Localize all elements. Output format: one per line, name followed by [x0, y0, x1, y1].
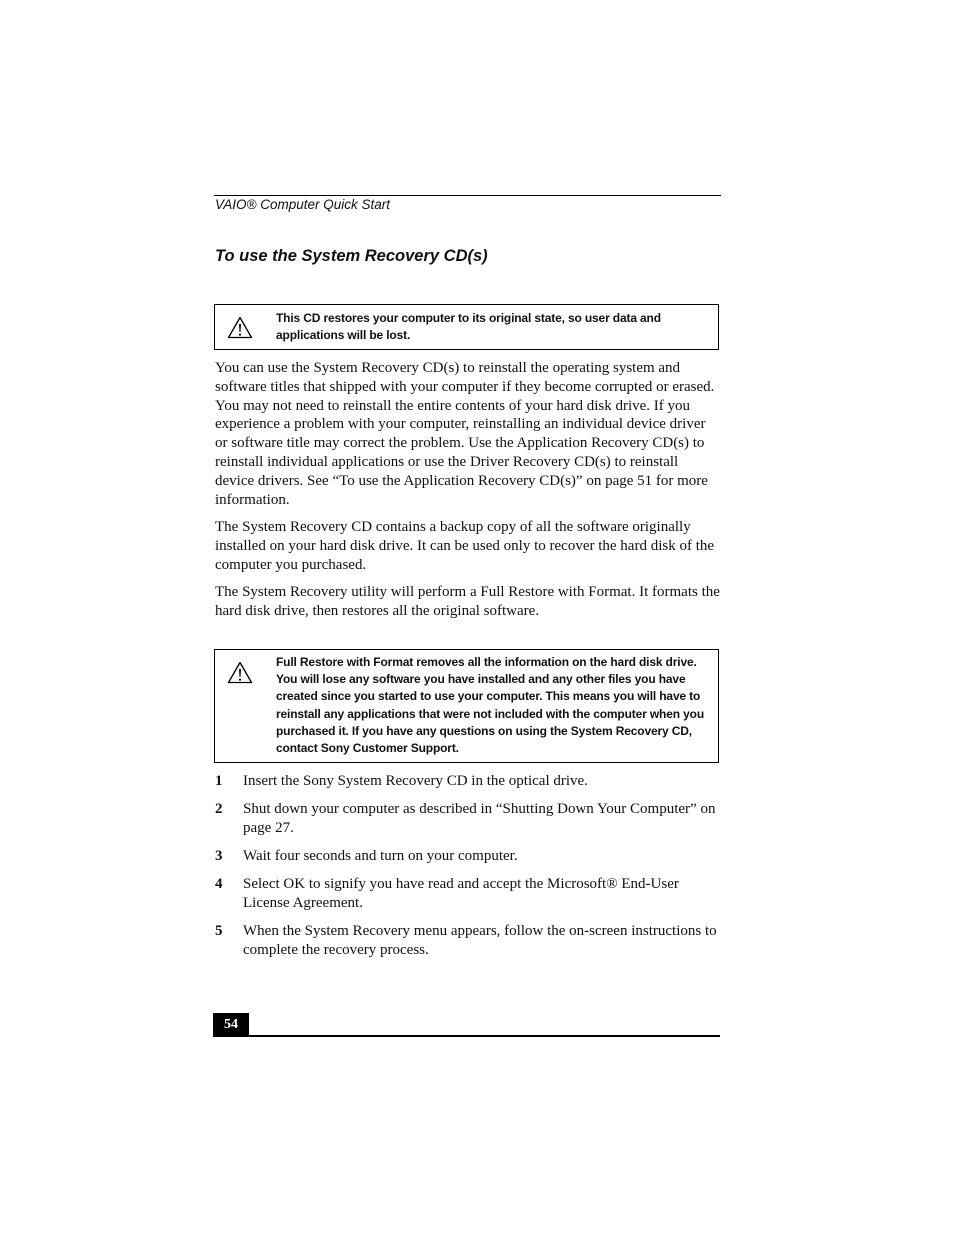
step-number: 4 — [215, 876, 223, 893]
step-number: 2 — [215, 801, 223, 818]
step-text: Shut down your computer as described in “Shutting Down Your Computer” on page 27. — [243, 801, 716, 836]
warning-text-2: Full Restore with Format removes all the information on the hard disk drive. You will lose any software you have installed and any other files you have created since you started to use your computer. This means you will have to reinstall any applications that were not included with the computer when you purchased it. If you have any questions on using the System Recovery CD, contact Sony Customer Support. — [276, 655, 704, 756]
step-item — [215, 772, 720, 791]
section-title: To use the System Recovery CD(s) — [215, 247, 488, 265]
body-paragraph-2: The System Recovery CD contains a backup copy of all the software originally installed on your hard disk drive. It can be used only to recover the hard disk of the computer you purchased. — [215, 519, 715, 573]
step-text: Select OK to signify you have read and accept the Microsoft® End-User License Agreement. — [243, 876, 679, 912]
running-header: VAIO® Computer Quick Start — [215, 197, 391, 212]
step-text: Insert the Sony System Recovery CD in the optical drive. — [243, 773, 588, 789]
step-text: When the System Recovery menu appears, follow the on-screen instructions to complete the recovery process. — [243, 923, 717, 959]
step-item — [215, 875, 720, 913]
page-number: 54 — [213, 1013, 249, 1037]
step-number: 3 — [215, 848, 223, 865]
step-item — [215, 800, 720, 838]
body-paragraph-1: You can use the System Recovery CD(s) to reinstall the operating system and software titles that shipped with your computer if they become corrupted or erased. You may not need to reinstall the entire contents of your hard disk drive. If you experience a problem with your computer, reinstalling an individual device driver or software title may correct the problem. Use the Application Recovery CD(s) to reinstall individual applications or use the Driver Recovery CD(s) to reinstall device drivers. See “To use the Application Recovery CD(s)” on page 51 for more information. — [215, 360, 715, 508]
recovery-steps-list — [215, 772, 720, 969]
warning-box-1 — [214, 304, 719, 350]
warning-triangle-icon — [227, 661, 253, 684]
warning-box-2 — [214, 649, 719, 763]
footer-rule — [213, 1035, 720, 1037]
warning-text-1: This CD restores your computer to its original state, so user data and applications will be lost. — [276, 311, 661, 343]
header-rule — [214, 195, 721, 196]
step-item — [215, 922, 720, 960]
step-text: Wait four seconds and turn on your computer. — [243, 848, 518, 865]
step-number: 5 — [215, 923, 223, 940]
step-number: 1 — [215, 773, 223, 789]
warning-triangle-icon — [227, 316, 253, 339]
step-item — [215, 847, 720, 866]
body-paragraph-3: The System Recovery utility will perform a Full Restore with Format. It formats the hard disk drive, then restores all the original software. — [215, 584, 720, 619]
